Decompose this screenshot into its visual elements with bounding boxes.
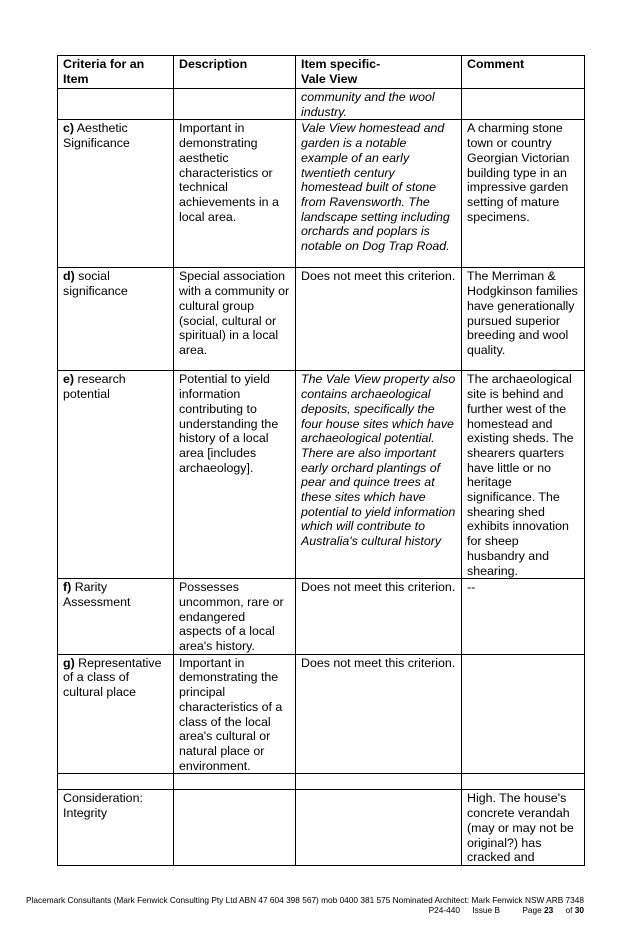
comment-cell: High. The house's concrete verandah (may or may not be original?) has cracked and: [462, 790, 585, 866]
description-cell: Important in demonstrating aesthetic characteristics or technical achievements in a local area.: [174, 120, 296, 268]
item-cell: The Vale View property also contains archaeological deposits, specifically the four house sites which have archaeological potential. There are also important early orchard plantings of pear and quince trees at these sites which have potential to yield information which will contribute to Australia's cultural history: [296, 371, 462, 579]
footer-issue: Issue B: [472, 905, 500, 915]
item-cell: [296, 774, 462, 790]
comment-cell: [462, 89, 585, 120]
header-item-line1: Item specific-: [301, 57, 381, 71]
header-item-line2: Vale View: [301, 71, 358, 86]
criteria-cell: [58, 579, 174, 655]
criteria-cell: [58, 774, 174, 790]
header-criteria: Criteria for an Item: [58, 56, 174, 89]
footer-company-line: Placemark Consultants (Mark Fenwick Consulting Pty Ltd ABN 47 604 398 567) mob 0400 381 575 Nominated Architect: Mark Fenwick NSW ARB 7348: [25, 895, 584, 905]
page-total: 30: [574, 905, 584, 915]
criteria-label: Consideration: Integrity: [63, 791, 143, 821]
comment-cell: The Merriman & Hodgkinson families have generationally pursued superior breeding and wool quality.: [462, 268, 585, 371]
table-row: [58, 268, 585, 371]
criteria-label: Aesthetic Significance: [63, 121, 130, 151]
item-cell: [296, 790, 462, 866]
table-header-row: [58, 56, 585, 89]
page-of: of: [563, 905, 575, 915]
description-cell: Important in demonstrating the principal characteristics of a class of the local area's cultural or natural place or environment.: [174, 654, 296, 774]
comment-cell: [462, 774, 585, 790]
criteria-letter: c): [63, 121, 75, 136]
criteria-cell: [58, 120, 174, 268]
description-cell: Special association with a community or cultural group (social, cultural or spiritual) in a local area.: [174, 268, 296, 371]
description-cell: [174, 774, 296, 790]
table-row: [58, 790, 585, 866]
page-prefix: Page: [522, 905, 544, 915]
criteria-letter: e): [63, 372, 75, 387]
criteria-cell: [58, 268, 174, 371]
item-cell: Vale View homestead and garden is a notable example of an early twentieth century homestead built of stone from Ravensworth. The landscape setting including orchards and poplars is notable on Dog Trap Road.: [296, 120, 462, 268]
comment-cell: A charming stone town or country Georgian Victorian building type in an impressive garden setting of mature specimens.: [462, 120, 585, 268]
criteria-label: social significance: [63, 269, 128, 299]
criteria-cell: [58, 89, 174, 120]
criteria-letter: d): [63, 269, 75, 284]
comment-cell: [462, 654, 585, 774]
comment-cell: --: [462, 579, 585, 655]
header-description: Description: [174, 56, 296, 89]
item-cell: community and the wool industry.: [296, 89, 462, 120]
item-cell: Does not meet this criterion.: [296, 654, 462, 774]
table-row: [58, 371, 585, 579]
table-row: [58, 89, 585, 120]
criteria-letter: g): [63, 655, 75, 670]
table-row: [58, 774, 585, 790]
description-cell: [174, 790, 296, 866]
criteria-cell: [58, 790, 174, 866]
comment-cell: The archaeological site is behind and further west of the homestead and existing sheds. The shearers quarters have little or no heritage significance. The shearing shed exhibits innovation for sheep husbandry and shearing.: [462, 371, 585, 579]
criteria-cell: [58, 371, 174, 579]
criteria-cell: [58, 654, 174, 774]
table-row: [58, 654, 585, 774]
header-item: [296, 56, 462, 89]
criteria-label: Representative of a class of cultural place: [63, 655, 162, 700]
table-row: [58, 120, 585, 268]
description-cell: Potential to yield information contributing to understanding the history of a local area [includes archaeology].: [174, 371, 296, 579]
table-row: [58, 579, 585, 655]
criteria-table: [57, 55, 585, 866]
criteria-letter: f): [63, 580, 72, 595]
item-cell: Does not meet this criterion.: [296, 579, 462, 655]
criteria-label: research potential: [63, 372, 126, 402]
criteria-label: Rarity Assessment: [63, 580, 131, 609]
item-cell: Does not meet this criterion.: [296, 268, 462, 371]
footer-page-info: [0, 905, 584, 915]
description-cell: Possesses uncommon, rare or endangered aspects of a local area's history.: [174, 579, 296, 655]
page-current: 23: [544, 905, 554, 915]
header-comment: Comment: [462, 56, 585, 89]
description-cell: [174, 89, 296, 120]
footer-job-number: P24-440: [428, 905, 461, 915]
footer-page-number: [512, 905, 584, 915]
